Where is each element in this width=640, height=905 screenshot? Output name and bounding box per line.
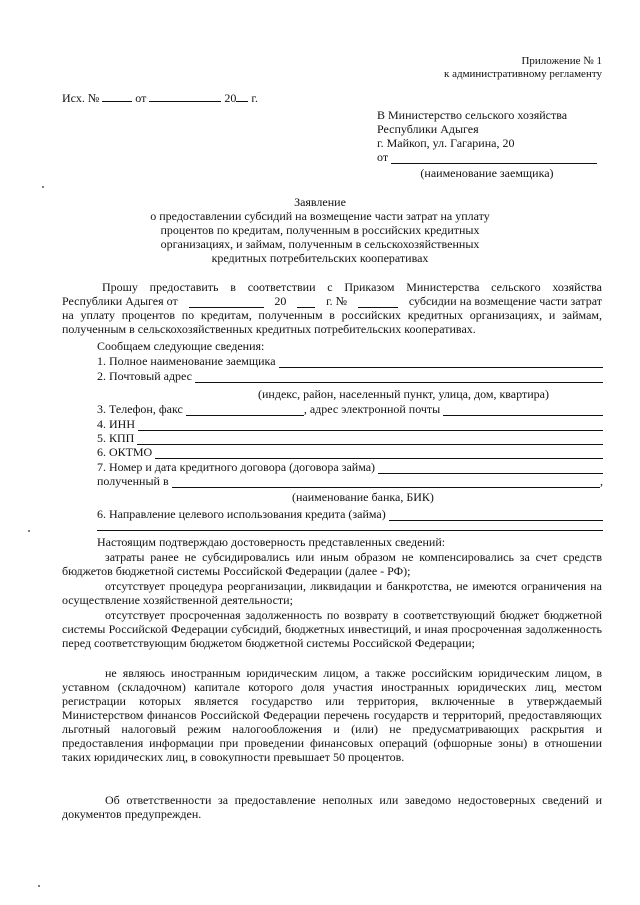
field-oktmo-label: 6. ОКТМО: [97, 445, 153, 459]
field-oktmo: [97, 445, 603, 459]
field-phone-email: [97, 402, 603, 416]
order-date-field[interactable]: [189, 296, 264, 308]
field-postal-address-hint: (индекс, район, населенный пункт, улица, дом, квартира): [258, 387, 549, 401]
field-phone-label: 3. Телефон, факс: [97, 402, 183, 416]
title-line-3: организациях, и займам, полученным в сельскохозяйственных: [160, 237, 480, 251]
field-email-label: , адрес электронной почты: [303, 402, 441, 416]
title-line-2: процентов по кредитам, полученным в российских кредитных: [160, 223, 480, 237]
field-borrower-name: [97, 354, 603, 368]
outgoing-from: от: [135, 91, 147, 105]
field-received-in-input[interactable]: [172, 476, 600, 488]
scan-speck: [28, 530, 30, 532]
field-borrower-name-label: 1. Полное наименование заемщика: [97, 354, 276, 368]
field-inn-input[interactable]: [138, 419, 603, 431]
field-postal-address: [97, 369, 603, 383]
field-kpp: [97, 431, 603, 445]
confirm-paragraph-3-text: отсутствует просроченная задолженность по возврату в соответствующий бюджет бюджетной системы Российской Федерации субсидий, бюджетных инвестиций, и иная просроченная задолженность перед соответствующим бюджетом бюджетной системы Российской Федерации;: [62, 608, 602, 650]
confirm-paragraph-2-text: отсутствует процедура реорганизации, ликвидации и банкротства, не имеются ограничения на осуществление хозяйственной деятельности;: [62, 579, 602, 607]
title-heading: Заявление: [294, 195, 346, 209]
field-postal-address-input[interactable]: [195, 371, 603, 383]
outgoing-prefix: Исх. №: [62, 91, 100, 105]
outgoing-number-field[interactable]: [102, 90, 132, 102]
field-credit-contract-label: 7. Номер и дата кредитного договора (договора займа): [97, 460, 376, 474]
field-received-in: [97, 474, 603, 488]
outgoing-date-field[interactable]: [149, 90, 221, 102]
request-line-2-c: г. №: [326, 294, 348, 308]
title-line-1: о предоставлении субсидий на возмещение части затрат на уплату: [150, 209, 490, 223]
outgoing-year: 20: [224, 91, 237, 105]
confirm-paragraph-5-text: Об ответственности за предоставление неполных или заведомо недостоверных сведений и документов предупрежден.: [62, 793, 602, 821]
addressee-line-3: г. Майкоп, ул. Гагарина, 20: [377, 136, 515, 150]
outgoing-year-suffix: г.: [251, 91, 258, 105]
fields-intro: Сообщаем следующие сведения:: [97, 339, 265, 353]
confirm-paragraph-4: [62, 666, 602, 764]
request-line-2-b: 20: [274, 294, 287, 308]
confirm-intro: Настоящим подтверждаю достоверность представленных сведений:: [97, 535, 446, 549]
confirm-paragraph-2: [62, 579, 602, 607]
title-line-4: кредитных потребительских кооперативах: [211, 251, 429, 265]
field-credit-contract-comma: ,: [600, 474, 603, 488]
field-kpp-label: 5. КПП: [97, 431, 135, 445]
appendix-line-2: к административному регламенту: [444, 68, 602, 80]
confirm-paragraph-5: [62, 793, 602, 821]
field-credit-purpose: [97, 507, 603, 521]
request-paragraph: [62, 280, 602, 336]
field-credit-contract: [97, 460, 603, 474]
order-number-field[interactable]: [358, 296, 398, 308]
field-credit-purpose-extra-line[interactable]: [97, 530, 603, 531]
field-inn: [97, 417, 603, 431]
scan-speck: [42, 186, 44, 188]
request-line-3: на уплату процентов по кредитам, полученным в российских кредитных организациях, и займам,: [62, 308, 602, 322]
confirm-paragraph-3: [62, 608, 602, 650]
document-title: [0, 195, 640, 265]
field-credit-contract-input[interactable]: [378, 462, 603, 474]
addressee-block: [377, 108, 597, 180]
addressee-line-1: В Министерство сельского хозяйства: [377, 108, 568, 122]
addressee-from-hint: (наименование заемщика): [420, 166, 554, 180]
field-kpp-input[interactable]: [137, 433, 603, 445]
confirm-paragraph-4-text: не являюсь иностранным юридическим лицом, а также российским юридическим лицом, в уставном (складочном) капитале которого доля участия иностранных юридических лиц, местом регистрации которых является государство или территория, включенные в утверждаемый Министерством финансов Российской Федерации перечень государств и территорий, предоставляющих льготный налоговый режим налогообложения и (или) не предусматривающих раскрытия и предоставления информации при проведении финансовых операций (офшорные зоны) в отношении таких юридических лиц, в совокупности превышает 50 процентов.: [62, 666, 602, 764]
request-line-4: полученным в сельскохозяйственных кредитных потребительских кооперативах.: [62, 322, 476, 336]
field-email-input[interactable]: [443, 404, 603, 416]
field-received-in-label: полученный в: [97, 474, 169, 488]
outgoing-number: [62, 90, 258, 105]
scan-speck: [38, 885, 40, 887]
request-line-1: Прошу предоставить в соответствии с Приказом Министерства сельского хозяйства: [102, 280, 602, 294]
borrower-name-field[interactable]: [391, 152, 597, 164]
field-credit-purpose-label: 6. Направление целевого использования кредита (займа): [97, 507, 386, 521]
request-line-2: [62, 294, 602, 308]
order-year-field[interactable]: [297, 296, 315, 308]
outgoing-year-field[interactable]: [236, 90, 248, 102]
addressee-from-label: от: [377, 150, 389, 164]
confirm-paragraph-1: [62, 550, 602, 578]
field-phone-input[interactable]: [186, 404, 304, 416]
field-credit-purpose-input[interactable]: [389, 509, 603, 521]
field-inn-label: 4. ИНН: [97, 417, 135, 431]
field-received-in-hint: (наименование банка, БИК): [292, 490, 434, 504]
addressee-line-2: Республики Адыгея: [377, 122, 479, 136]
appendix-line-1: Приложение № 1: [521, 55, 602, 67]
appendix-note: [444, 55, 602, 81]
field-postal-address-label: 2. Почтовый адрес: [97, 369, 193, 383]
request-line-2-a: Республики Адыгея от: [62, 294, 178, 308]
confirm-paragraph-1-text: затраты ранее не субсидировались или иным образом не компенсировались за счет средств бюджетов бюджетной системы Российской Федерации (далее - РФ);: [62, 550, 602, 578]
field-oktmo-input[interactable]: [155, 447, 603, 459]
request-line-2-d: субсидии на возмещение части затрат: [408, 294, 602, 308]
field-borrower-name-input[interactable]: [279, 356, 603, 368]
